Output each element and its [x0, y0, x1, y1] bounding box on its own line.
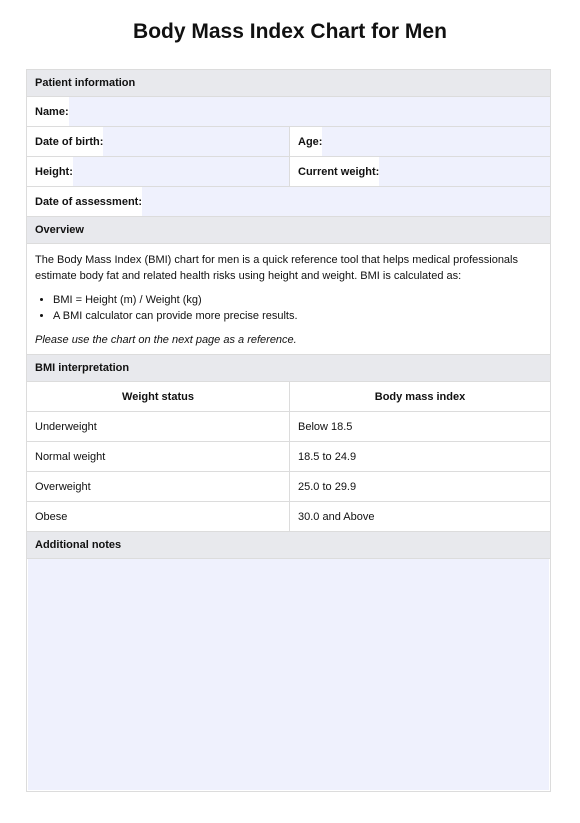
name-label: Name: [27, 97, 69, 126]
weight-field[interactable] [379, 157, 550, 186]
table-row [27, 472, 550, 502]
overview-paragraph: The Body Mass Index (BMI) chart for men is a quick reference tool that helps medical professionals estimate body fat and related health risks using height and weight. BMI is calculated as: [35, 254, 518, 282]
age-field[interactable] [322, 127, 550, 156]
age-label: Age: [290, 127, 322, 156]
weight-status-cell: Overweight [35, 480, 91, 493]
column-header-weight-status: Weight status [122, 390, 194, 403]
weight-label: Current weight: [290, 157, 379, 186]
column-header-bmi: Body mass index [289, 382, 550, 411]
overview-note: Please use the chart on the next page as a reference. [35, 334, 297, 346]
additional-notes-field[interactable] [28, 559, 549, 790]
name-field[interactable] [69, 97, 550, 126]
bmi-cell: 18.5 to 24.9 [289, 442, 550, 471]
assessment-row [27, 187, 550, 217]
weight-status-cell: Obese [35, 510, 68, 523]
weight-status-cell: Normal weight [35, 450, 106, 463]
notes-heading: Additional notes [27, 532, 550, 559]
height-weight-row [27, 157, 550, 187]
table-header-row [27, 382, 550, 412]
patient-info-heading: Patient information [27, 70, 550, 97]
dob-cell [27, 127, 289, 156]
weight-cell [289, 157, 550, 186]
interpretation-heading: BMI interpretation [27, 355, 550, 382]
overview-list [35, 292, 542, 324]
overview-heading: Overview [27, 217, 550, 244]
assessment-label: Date of assessment: [27, 187, 142, 216]
table-row [27, 502, 550, 532]
page-title: Body Mass Index Chart for Men [133, 20, 447, 43]
dob-label: Date of birth: [27, 127, 103, 156]
bmi-cell: Below 18.5 [289, 412, 550, 441]
dob-age-row [27, 127, 550, 157]
height-field[interactable] [73, 157, 289, 186]
age-cell [289, 127, 550, 156]
bmi-cell: 30.0 and Above [289, 502, 550, 531]
list-item: • BMI = Height (m) / Weight (kg) [53, 292, 542, 308]
height-cell [27, 157, 289, 186]
bmi-cell: 25.0 to 29.9 [289, 472, 550, 501]
weight-status-cell: Underweight [35, 420, 97, 433]
name-row [27, 97, 550, 127]
list-item: • A BMI calculator can provide more precise results. [53, 308, 542, 324]
overview-body [27, 244, 550, 355]
height-label: Height: [27, 157, 73, 186]
dob-field[interactable] [103, 127, 289, 156]
assessment-field[interactable] [142, 187, 550, 216]
table-row [27, 412, 550, 442]
form-document [26, 69, 551, 792]
table-row [27, 442, 550, 472]
